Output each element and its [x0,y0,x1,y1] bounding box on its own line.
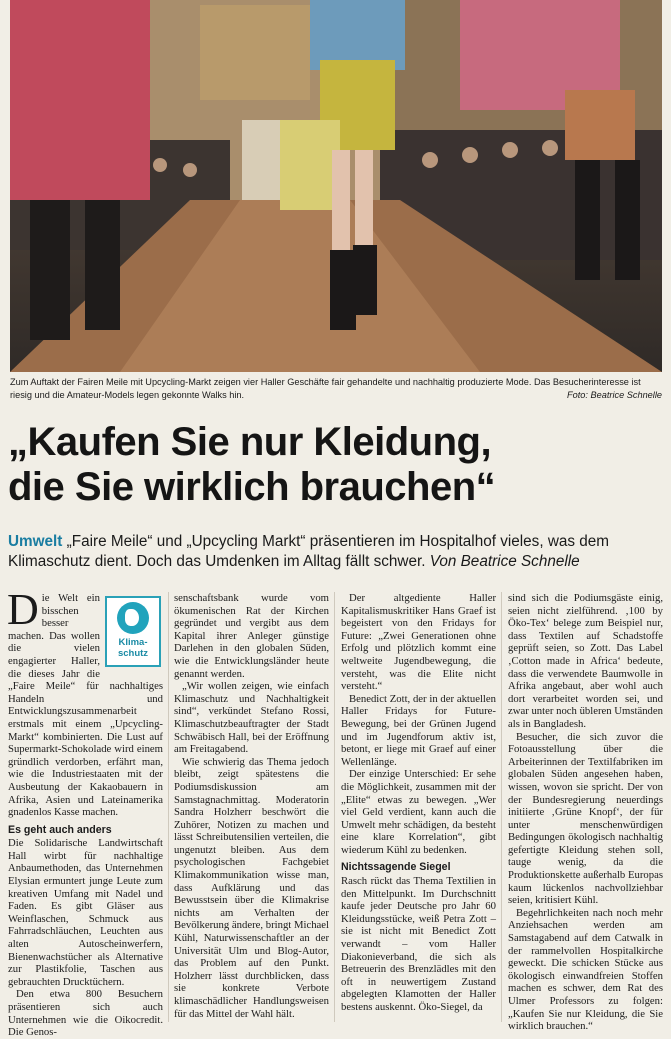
column-4-paragraph-3: Begehrlichkeiten nach noch mehr Anziehsachen werden am Samstagabend auf dem Catwalk in der rammelvollen Hospitalkirche geweckt. Die schicken Stücke aus ökologisch einwandfreien Stoffen machen es schwer, dem Rat des Ulmer Professors zu folgen: „Kaufen Sie nur Kleidung, die Sie wirklich brauchen.“ [508,906,663,1033]
photo-credit: Foto: Beatrice Schnelle [567,389,662,400]
column-2-paragraph-1: senschaftsbank wurde vom ökumenischen Rat der Kirchen gegründet und vergibt aus dem Kapital ihrer Anleger günstige Darlehen in den globalen Süden, wie die Entwicklungsländer heute genannt werden. [174,592,329,680]
article-deck [8,532,668,572]
drop-cap: D [7,585,39,634]
section-kicker: Umwelt [8,533,63,550]
badge-line-1: Klima- [118,637,148,648]
column-4-paragraph-2: Besucher, die sich zuvor die Fotoausstellung über die Arbeiterinnen der Textilfabriken im globalen Süden angesehen haben, wissen, wovon sie spricht. Der von der Bundesregierung neuerdings initiierte ‚Grüne Knopf‘, der für unter menschenwürdigen Bedingungen ökologisch nachhaltig gefertigte Kleidung stehen soll, tauge wenig, da die Produktionskette außerhalb Europas kaum lückenlos nachvollziehbar seien, kritisiert Kühl. [508,730,663,907]
column-1-paragraph-2: Die Solidarische Landwirtschaft Hall wirbt für nachhaltige Anbaumethoden, das Unternehmen Elysian ermuntert junge Leute zum kreativen Umfang mit Nadel und Faden. Es gibt Gläser aus Weinflaschen, Schmuck aus Fahrradschläuchen, Leuchten aus alten Autoscheinwerfern, Bienenwachstücher als Alternative zur Plastikfolie, Taschen aus gebrauchten Drucktüchern. [8,837,163,988]
column-divider [334,592,335,1022]
column-4-paragraph-1: sind sich die Podiumsgäste einig, seien nicht zielführend. ‚100 by Öko-Tex‘ belege zum Beispiel nur, dass Textilen auf Schadstoffe geprüft seien, so Zott. Das Label ‚Cotton made in Africa‘ bedeute, dass die verwendete Baumwolle in Afrika angebaut, aber wohl auch dort verarbeitet worden sei, und zwar unter noch übleren Umständen als in Bangladesh. [508,592,663,730]
article-column-1 [7,585,163,1039]
column-2-paragraph-2: „Wir wollen zeigen, wie einfach Klimaschutz und Nachhaltigkeit sind“, verkündet Stefano Rossi, Klimaschutzbeauftragter der Stadt Schwäbisch Hall, bei der Eröffnung am Freitagabend. [174,680,329,756]
article-column-2 [174,592,329,1020]
column-3-paragraph-4: Rasch rückt das Thema Textilien in den Mittelpunkt. Im Durchschnitt kaufe jeder Deutsche pro Jahr 60 Kleidungsstücke, weiß Petra Zott – sie ist nicht mit Benedict Zott verwandt – vom Haller Diakonieverband, die sich als Betreuerin des Brenzlädles mit den oft in neuwertigem Zustand abgelegten Klamotten der Haller bestens auskennt. Öko-Siegel, da [341,875,496,1013]
column-1-text-1: ie Welt ein bisschen besser machen. Das wollen die vielen engagierter Haller, die dieses Jahr die „Faire Meile“ für nachhaltiges Handeln und Entwicklungszusammenarbeit erstmals mit einem „Upcycling-Markt“ kombinierten. Die Lust auf Supermarkt-Schokolade wird einem gründlich verdorben, erfährt man, wie die Industriestaaten mit der Ausbeutung der Kakaobauern in Afrika, Asien und Lateinamerika gnadenlos Kasse machen. [8,592,163,819]
column-1-paragraph-3: Den etwa 800 Besuchern präsentieren sich auch Unternehmen wie die Oikocredit. Die Genos- [8,988,163,1039]
caption-text: Zum Auftakt der Fairen Meile mit Upcycling-Markt zeigen vier Haller Geschäfte fair gehandelte und nachhaltig produzierte Mode. Das Besucherinteresse ist riesig und die Amateur-Models legen gekonnte Walks hin. [10,377,641,400]
byline: Von Beatrice Schnelle [429,553,580,570]
runway-photo-illustration [10,0,662,372]
climate-badge [105,596,161,667]
column-3-paragraph-3: Der einzige Unterschied: Er sehe die Möglichkeit, zusammen mit der „Elite“ etwas zu bewegen. „Wer viel Geld verdient, kann auch die Umwelt mehr schädigen, da besteht eine klare Korrelation“, gibt wiederum Kühl zu bedenken. [341,768,496,856]
article-column-4 [508,592,663,1033]
photo-caption [10,376,662,401]
subheading-nichtssagende-siegel: Nichtssagende Siegel [341,861,451,874]
headline-line-1: „Kaufen Sie nur Kleidung, [8,420,492,464]
article-column-3 [341,592,496,1014]
headline-line-2: die Sie wirklich brauchen“ [8,465,496,509]
globe-icon [117,602,149,634]
article-headline [8,420,668,510]
badge-line-2: schutz [117,648,149,659]
column-2-paragraph-3: Wie schwierig das Thema jedoch bleibt, zeigt spätestens die Podiumsdiskussion am Samstagnachmittag. Moderatorin Sandra Holzherr beschwört die Zuhörer, Notizen zu machen und lässt Schreibutensilien verteilen, die ungenutzt bleiben. Aus dem psychologischen Fachgebiet Klimakommunikation wisse man, dass Aufklärung und das Bewusstsein über die Klimakrise nichts am Verhalten der Bevölkerung ändere, bringt Michael Kühl, Naturwissenschaftler an der Universität Ulm und Blog-Autor, das Problem auf den Punkt. Holzherr lässt durchblicken, dass sie konkrete Verbote klimaschädlicher Handlungsweisen für das Mittel der Wahl hält. [174,755,329,1020]
runway-photo [10,0,662,372]
subheading-es-geht-auch-anders: Es geht auch anders [8,823,112,836]
column-1-paragraph-1 [7,585,163,819]
column-divider [501,592,502,1022]
deck-text: „Faire Meile“ und „Upcycling Markt“ präsentieren im Hospitalhof vieles, was dem Klimaschutz dient. Doch das Umdenken im Alltag fällt schwer. [8,533,610,570]
column-3-paragraph-2: Benedict Zott, der in der aktuellen Haller Fridays for Future-Bewegung, bei der Grünen Jugend und im Jugendforum aktiv ist, betont, er liege mit Graef auf einer Wellenlänge. [341,692,496,768]
column-divider [168,592,169,1022]
column-3-paragraph-1: Der altgediente Haller Kapitalismuskritiker Hans Graef ist begeistert von den Fridays for Future: „Zwei Generationen ohne Erfolg und plötzlich kommt eine weltweite Jugendbewegung, die versteht, was die Elite nicht versteht.“ [341,592,496,693]
